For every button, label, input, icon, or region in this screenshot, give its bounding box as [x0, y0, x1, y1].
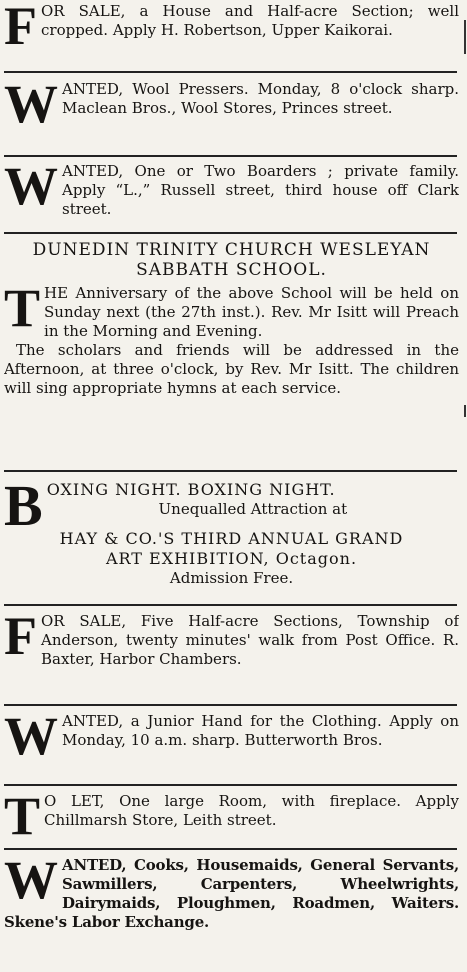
drop-cap: T — [4, 792, 41, 842]
ad-text: O LET, One large Room, with fireplace. Apply Chillmarsh Store, Leith street. — [44, 792, 459, 829]
drop-cap: B — [4, 480, 43, 538]
drop-cap: W — [4, 856, 58, 910]
ad-line: Unequalled Attraction at — [158, 500, 348, 518]
margin-mark — [464, 405, 466, 417]
notice-paragraph: The scholars and friends will be addressed in the Afternoon, at three o'clock, by Rev. Mr Isitt. The children will sing appropriate hymns at each service. — [4, 341, 459, 397]
margin-mark — [464, 20, 466, 54]
ad-divider — [4, 604, 457, 606]
church-notice — [4, 240, 459, 460]
ad-divider — [4, 704, 457, 706]
ad-line: Admission Free. — [169, 569, 294, 587]
ad-text: ANTED, Wool Pressers. Monday, 8 o'clock sharp. Maclean Bros., Wool Stores, Princes street. — [62, 80, 459, 117]
classified-ad-wool-pressers — [4, 80, 459, 144]
classified-ad-boarders — [4, 162, 459, 226]
drop-cap: T — [4, 278, 41, 338]
notice-heading: DUNEDIN TRINITY CHURCH WESLEYAN SABBATH SCHOOL. — [32, 240, 431, 280]
ad-divider — [4, 232, 457, 234]
notice-paragraph: HE Anniversary of the above School will be held on Sunday next (the 27th inst.). Rev. Mr Isitt will Preach in the Morning and Evening. — [44, 284, 459, 340]
drop-cap: W — [4, 80, 58, 134]
ad-text: OR SALE, Five Half-acre Sections, Township of Anderson, twenty minutes' walk from Post Office. R. Baxter, Harbor Chambers. — [41, 612, 459, 668]
drop-cap: F — [4, 2, 37, 56]
ad-divider — [4, 155, 457, 157]
ad-divider — [4, 784, 457, 786]
ad-divider — [4, 848, 457, 850]
ad-text: ANTED, Cooks, Housemaids, General Servants, Sawmillers, Carpenters, Wheelwrights, Dairymaids, Ploughmen, Roadmen, Waiters. Skene's Labor Exchange. — [4, 856, 459, 931]
drop-cap: W — [4, 712, 58, 766]
ad-divider — [4, 470, 457, 472]
ad-text: ANTED, a Junior Hand for the Clothing. Apply on Monday, 10 a.m. sharp. Butterworth Bros. — [62, 712, 459, 749]
ad-divider — [4, 71, 457, 73]
ad-headline: OXING NIGHT. BOXING NIGHT. — [46, 480, 336, 499]
classified-ad-room-to-let — [4, 792, 459, 842]
classified-ad-labor-exchange — [4, 856, 459, 952]
classified-ad-house-sale — [4, 2, 459, 66]
ad-line: HAY & CO.'S THIRD ANNUAL GRAND — [59, 529, 404, 548]
ad-line: ART EXHIBITION, Octagon. — [105, 549, 358, 568]
ad-text: ANTED, One or Two Boarders ; private family. Apply “L.,” Russell street, third house off Clark street. — [62, 162, 459, 218]
classified-ad-junior-hand — [4, 712, 459, 778]
classified-ad-sections-sale — [4, 612, 459, 698]
drop-cap: W — [4, 162, 58, 216]
boxing-night-ad — [4, 480, 459, 590]
drop-cap: F — [4, 612, 37, 666]
ad-text: OR SALE, a House and Half-acre Section; well cropped. Apply H. Robertson, Upper Kaikorai. — [41, 2, 459, 39]
